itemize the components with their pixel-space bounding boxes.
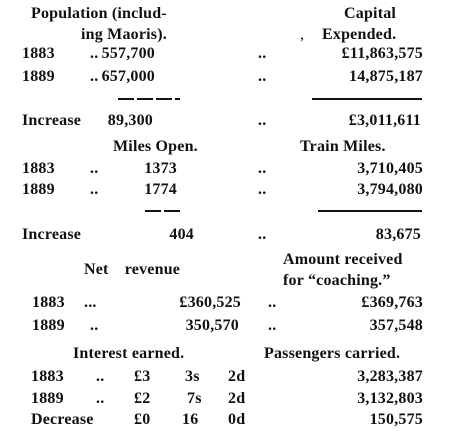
interest-1883-pounds: £3 (134, 368, 151, 385)
net-1889-leader-2: .. (268, 317, 277, 334)
interest-decrease-shillings: 16 (182, 411, 199, 428)
interest-1883-leader: .. (96, 368, 105, 385)
passengers-decrease: 150,575 (369, 411, 423, 428)
passengers-heading: Passengers carried. (264, 345, 401, 362)
net-1883-year: 1883 (32, 294, 65, 311)
amount-heading-line1: Amount received (283, 251, 403, 268)
increase-label-2: Increase (22, 226, 82, 243)
row-1889-leader: .. (90, 68, 99, 85)
miles-1889-leader-2: .. (258, 181, 267, 198)
net-1889-leader: .. (90, 317, 99, 334)
passengers-1889: 3,132,803 (357, 390, 423, 407)
amount-1883: £369,763 (361, 294, 423, 311)
capital-heading-line2: Expended. (322, 26, 397, 43)
population-sum-rule (118, 98, 180, 100)
capital-1889: 14,875,187 (349, 68, 423, 85)
miles-increase: 404 (169, 226, 194, 243)
decrease-label: Decrease (31, 411, 94, 428)
miles-1883: 1373 (144, 160, 177, 177)
miles-1883-year: 1883 (22, 160, 55, 177)
passengers-1883: 3,283,387 (357, 368, 423, 385)
miles-1883-leader-2: .. (258, 160, 267, 177)
capital-1883: £11,863,575 (341, 45, 423, 62)
miles-1889-year: 1889 (22, 181, 55, 198)
interest-1889-year: 1889 (31, 390, 64, 407)
train-1883: 3,710,405 (357, 160, 423, 177)
miles-1883-leader: .. (90, 160, 99, 177)
train-increase: 83,675 (375, 226, 421, 243)
miles-1889: 1774 (144, 181, 177, 198)
increase-leader-2: .. (258, 226, 267, 243)
train-sum-rule (318, 210, 422, 212)
miles-heading: Miles Open. (113, 138, 198, 155)
interest-1889-pence: 2d (228, 390, 246, 407)
amount-1889: 357,548 (369, 317, 423, 334)
interest-1889-pounds: £2 (134, 390, 151, 407)
increase-leader-1: .. (258, 112, 267, 129)
train-heading: Train Miles. (300, 138, 386, 155)
interest-1883-shillings: 3s (185, 368, 200, 385)
row-1883-leader-2: .. (258, 45, 267, 62)
train-1889: 3,794,080 (357, 181, 423, 198)
population-increase: 89,300 (107, 112, 153, 129)
row-1889-year: 1889 (22, 68, 55, 85)
amount-heading-line2: for “coaching.” (283, 272, 391, 289)
net-1883-leader: ... (84, 294, 97, 311)
net-1889: 350,570 (185, 317, 239, 334)
capital-heading-mark: , (300, 26, 305, 43)
capital-heading-line1: Capital (344, 5, 397, 22)
net-1889-year: 1889 (32, 317, 65, 334)
miles-sum-rule (145, 210, 183, 212)
interest-1889-leader: .. (96, 390, 105, 407)
row-1883-leader: .. (90, 45, 99, 62)
interest-decrease-pounds: £0 (134, 411, 151, 428)
interest-heading: Interest earned. (73, 345, 185, 362)
capital-sum-rule (312, 98, 422, 100)
row-1883-year: 1883 (22, 45, 55, 62)
population-heading-line2: ing Maoris). (81, 26, 167, 43)
net-1883: £360,525 (179, 294, 241, 311)
capital-increase: £3,011,611 (348, 112, 421, 129)
interest-1883-year: 1883 (31, 368, 64, 385)
increase-label-1: Increase (22, 112, 82, 129)
population-1883: 557,700 (101, 45, 155, 62)
miles-1889-leader: .. (90, 181, 99, 198)
interest-1889-shillings: 7s (187, 390, 202, 407)
interest-1883-pence: 2d (228, 368, 246, 385)
population-heading-line1: Population (includ- (31, 5, 167, 22)
net-heading: Net revenue (84, 261, 181, 278)
interest-decrease-pence: 0d (228, 411, 246, 428)
population-1889: 657,000 (101, 68, 155, 85)
row-1889-leader-2: .. (258, 68, 267, 85)
net-1883-leader-2: .. (268, 294, 277, 311)
